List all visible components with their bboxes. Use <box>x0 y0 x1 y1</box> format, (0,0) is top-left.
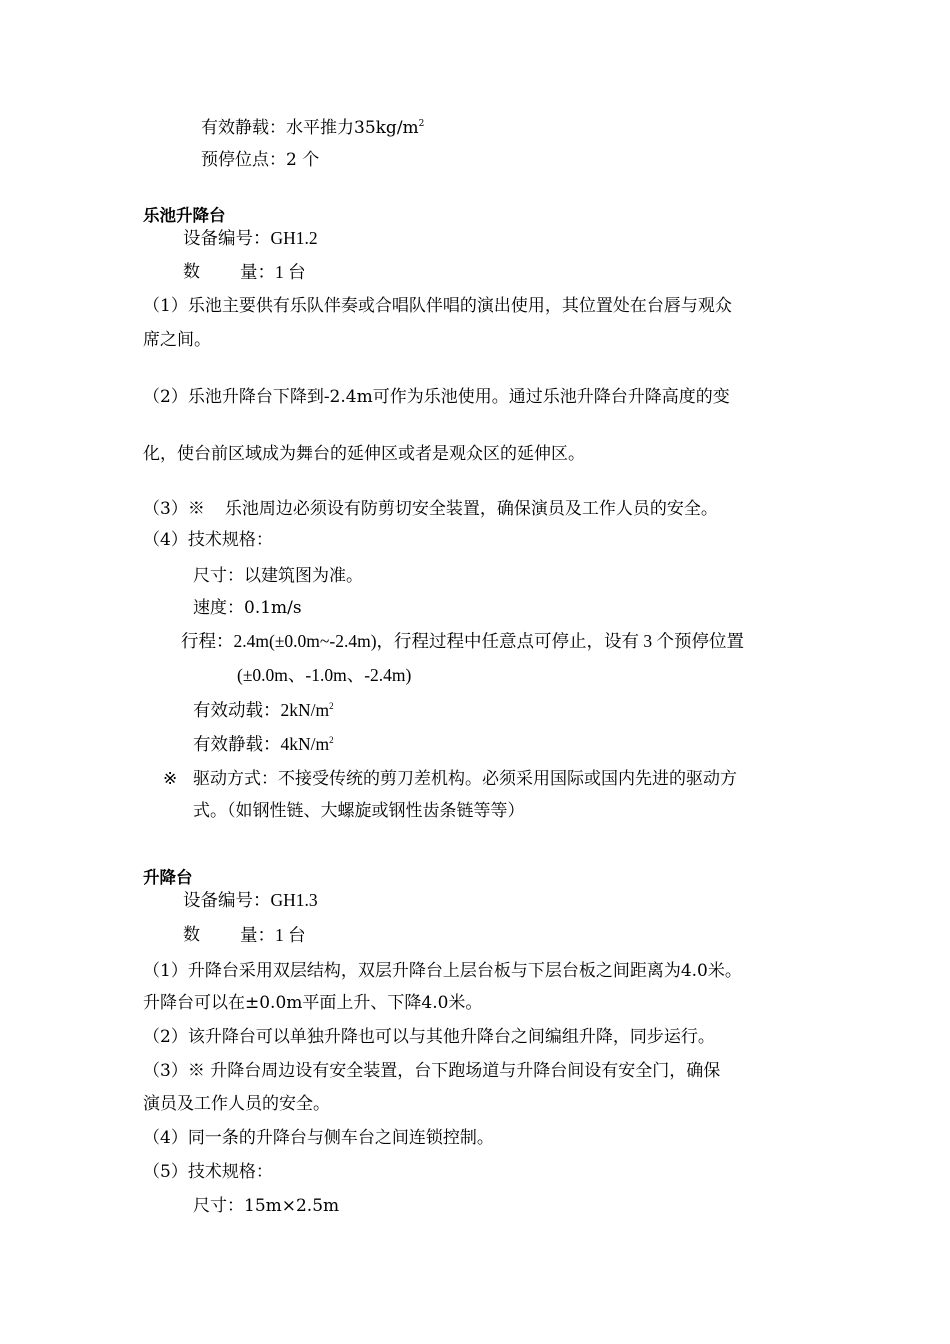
paragraph-1-line-2: 席之间。 <box>143 330 211 350</box>
s2-paragraph-3-line-1: （3）※ 升降台周边设有安全装置，台下跑场道与升降台间设有安全门，确保 <box>143 1061 721 1081</box>
spec-dynamic-load <box>193 700 334 720</box>
s2-paragraph-1-line-2: 升降台可以在±0.0m平面上升、下降4.0米。 <box>143 993 483 1013</box>
spec-speed: 速度：0.1m/s <box>193 598 302 618</box>
s2-paragraph-4: （4）同一条的升降台与侧车台之间连锁控制。 <box>143 1128 494 1148</box>
spec-travel-line-2: (±0.0m、-1.0m、-2.4m) <box>237 665 412 685</box>
quantity-label-2: 数 <box>183 925 200 945</box>
paragraph-2-line-2: 化，使台前区域成为舞台的延伸区或者是观众区的延伸区。 <box>143 444 585 464</box>
paragraph-3 <box>143 499 718 519</box>
static-load-line <box>201 118 424 138</box>
quantity-value: 量：1 台 <box>240 262 306 282</box>
s2-paragraph-3-line-2: 演员及工作人员的安全。 <box>143 1094 330 1114</box>
s2-paragraph-2: （2）该升降台可以单独升降也可以与其他升降台之间编组升降，同步运行。 <box>143 1027 715 1047</box>
section-title-lift: 升降台 <box>143 868 193 887</box>
static-load-text: 有效静载：水平推力35kg/m <box>201 118 419 138</box>
drive-reference-mark: ※ <box>163 769 178 789</box>
section-title-orchestra-pit-lift: 乐池升降台 <box>143 206 226 225</box>
dynamic-load-text: 有效动载：2kN/m <box>193 700 330 720</box>
s2-paragraph-1-line-1: （1）升降台采用双层结构，双层升降台上层台板与下层台板之间距离为4.0米。 <box>143 961 742 981</box>
s2-spec-size: 尺寸：15m×2.5m <box>193 1196 340 1216</box>
preset-stops-line: 预停位点：2 个 <box>201 150 320 170</box>
dynamic-load-superscript: 2 <box>329 701 334 711</box>
paragraph-3-text: 乐池周边必须设有防剪切安全装置，确保演员及工作人员的安全。 <box>224 499 718 519</box>
spec-size: 尺寸：以建筑图为准。 <box>193 566 363 586</box>
spec-drive-line-2: 式。（如钢性链、大螺旋或钢性齿条链等等） <box>193 801 525 821</box>
spec-static-load <box>193 734 334 754</box>
paragraph-1-line-1: （1）乐池主要供有乐队伴奏或合唱队伴唱的演出使用，其位置处在台唇与观众 <box>143 296 732 316</box>
spec-travel-line-1: 行程：2.4m(±0.0m~-2.4m)，行程过程中任意点可停止，设有 3 个预停位置 <box>181 631 745 651</box>
paragraph-3-prefix: （3）※ <box>143 499 205 519</box>
static-load-text: 有效静载：4kN/m <box>193 734 330 754</box>
paragraph-4: （4）技术规格： <box>143 530 273 550</box>
quantity-value-2: 量：1 台 <box>240 925 306 945</box>
static-load-superscript: 2 <box>418 119 425 129</box>
spec-drive-line-1: 驱动方式：不接受传统的剪刀差机构。必须采用国际或国内先进的驱动方 <box>193 769 737 789</box>
equipment-code: 设备编号：GH1.2 <box>183 228 318 248</box>
s2-paragraph-5: （5）技术规格： <box>143 1162 273 1182</box>
quantity-label: 数 <box>183 262 200 282</box>
paragraph-2-line-1: （2）乐池升降台下降到-2.4m可作为乐池使用。通过乐池升降台升降高度的变 <box>143 387 730 407</box>
static-load-superscript: 2 <box>329 735 334 745</box>
equipment-code-2: 设备编号：GH1.3 <box>183 890 318 910</box>
